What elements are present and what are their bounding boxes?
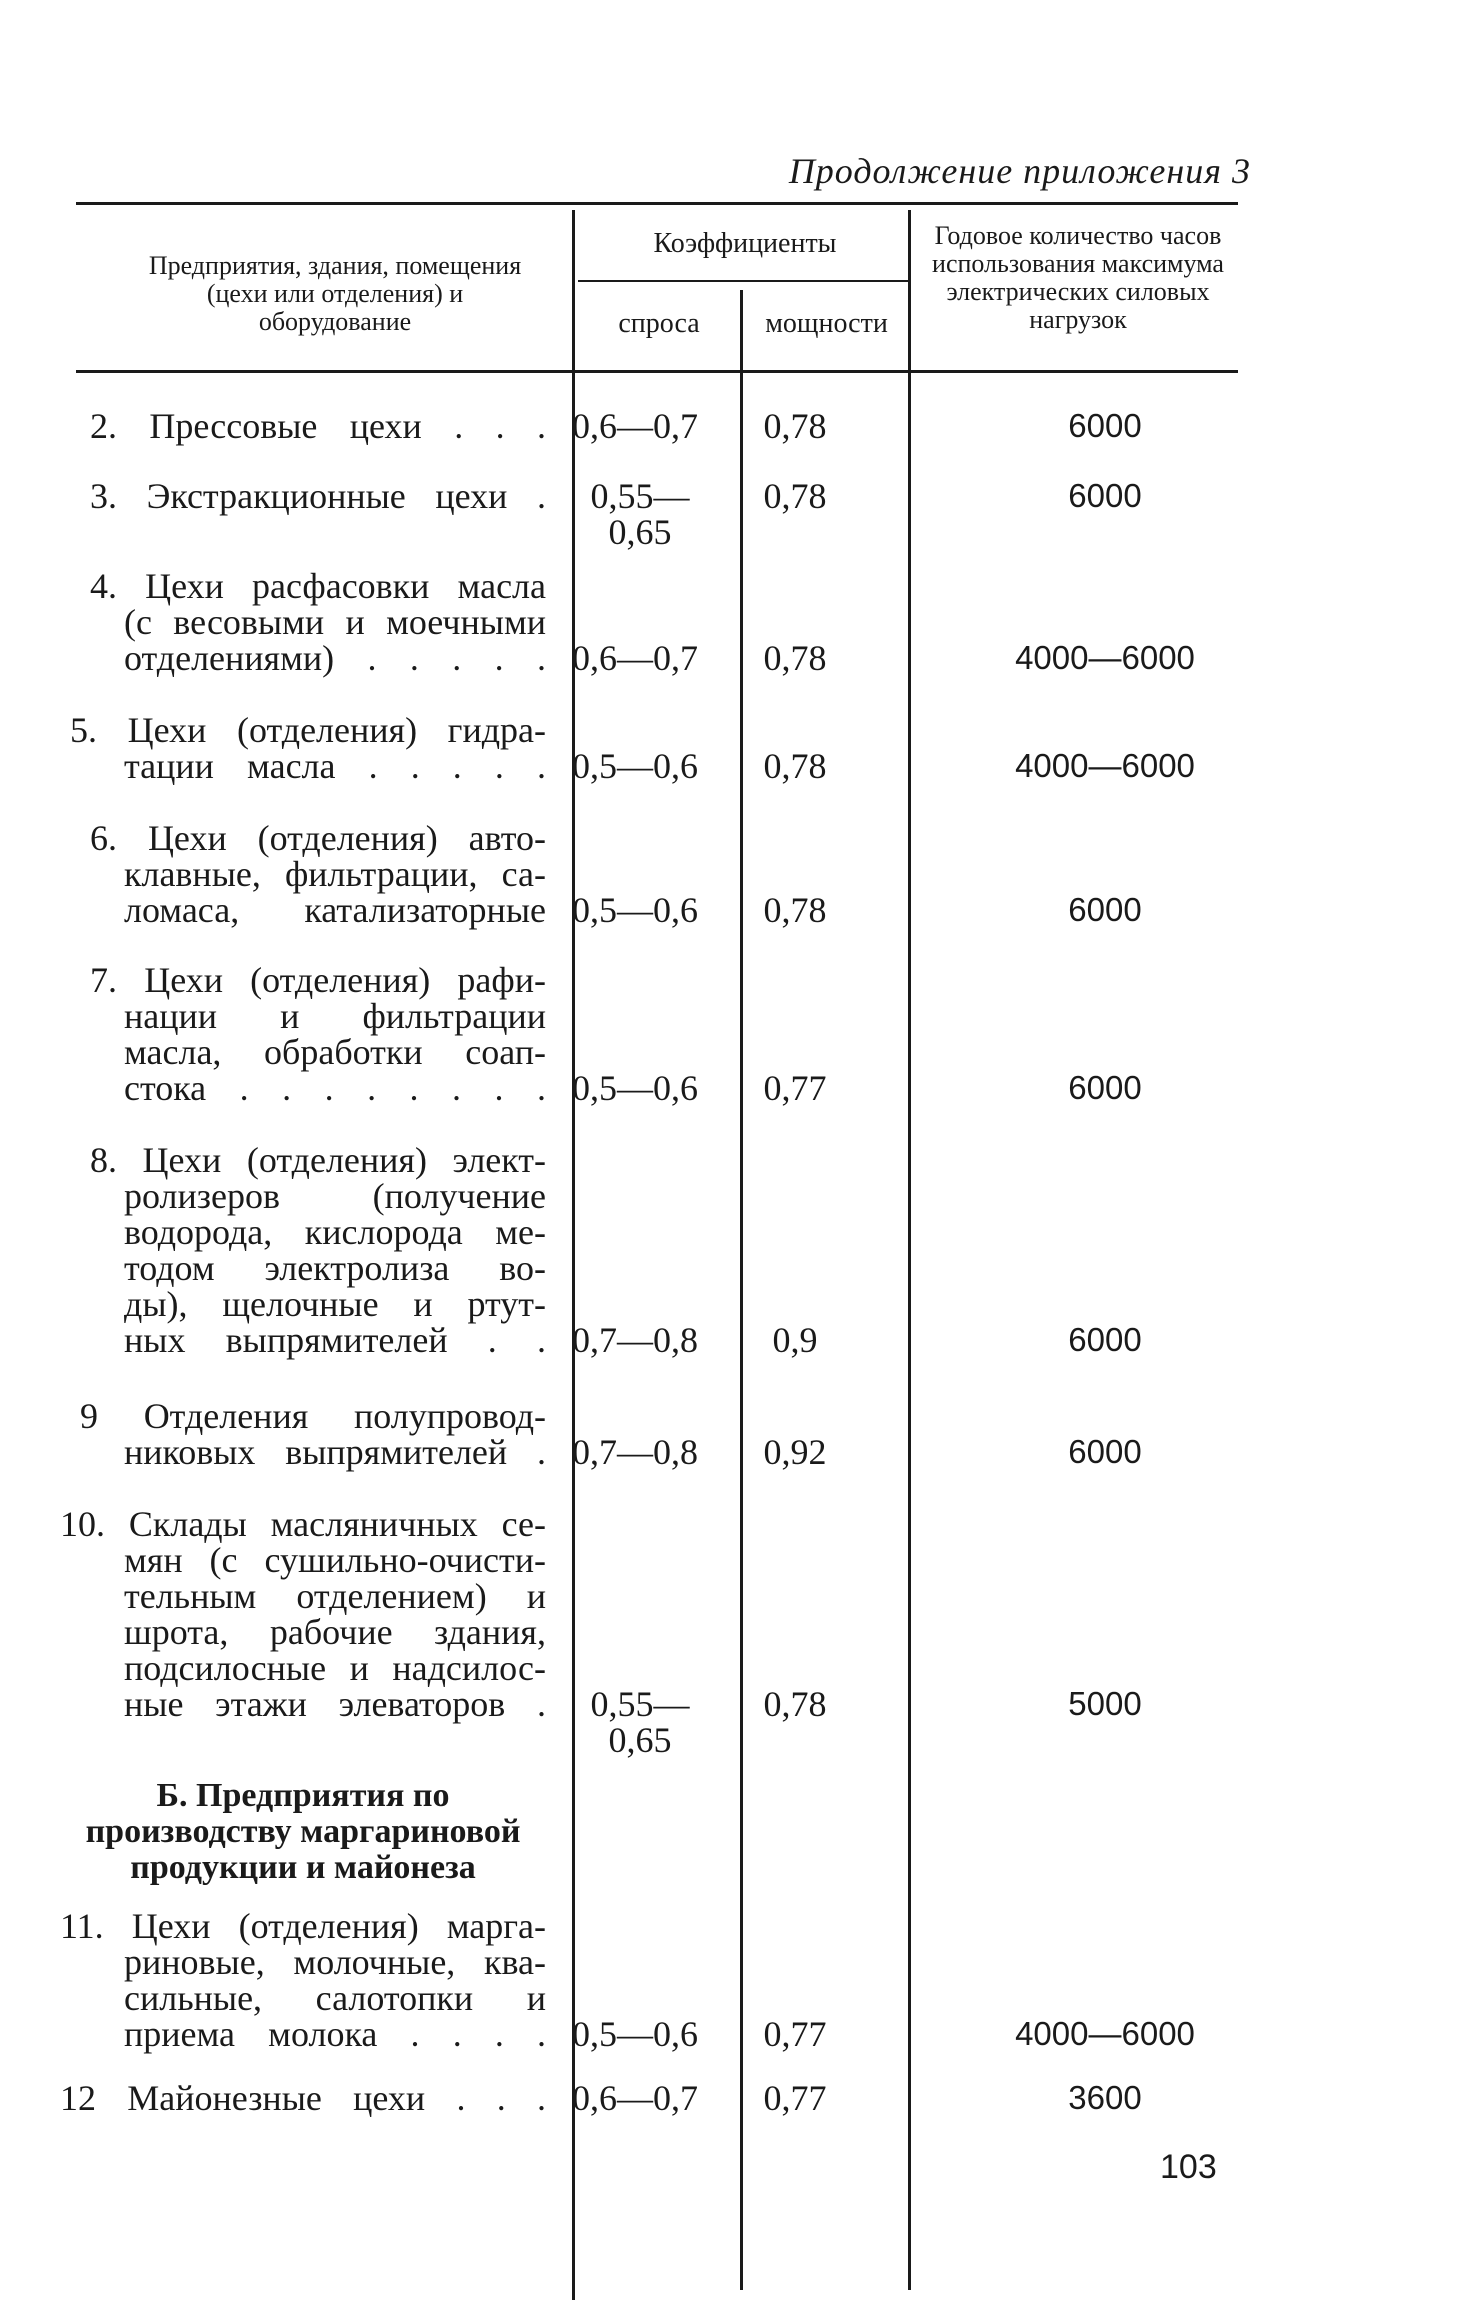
row-name-line: подсилосные и надсилос- (124, 1648, 546, 1688)
header-bottom-rule (76, 370, 1238, 373)
row-name-line: ролизеров (получение (124, 1176, 546, 1216)
row-name-line: мян (с сушильно-очисти- (124, 1540, 546, 1580)
row-name-line: 10. Склады масляничных се- (60, 1504, 546, 1544)
row-name (80, 1398, 546, 1470)
row-name-line: сильные, салотопки и (124, 1978, 546, 2018)
hours-value: 6000 (1068, 1433, 1142, 1470)
demand-value: 0,55—0,65 (590, 1684, 690, 1760)
power-value: 0,78 (763, 406, 827, 446)
row-name-line: клавные, фильтрации, са- (124, 854, 546, 894)
row-name (90, 568, 546, 676)
row-name-line: 7. Цехи (отделения) рафи- (90, 960, 546, 1000)
row-name-line: стока . . . . . . . . (124, 1068, 546, 1108)
power-value: 0,78 (763, 476, 827, 516)
row-name-line: водорода, кислорода ме- (124, 1212, 546, 1252)
row-name-line: 4. Цехи расфасовки масла (90, 566, 546, 606)
row-name (60, 1908, 546, 2052)
hours-value: 6000 (1068, 477, 1142, 514)
demand-value: 0,5—0,6 (572, 1068, 698, 1108)
row-name-line: приема молока . . . . (124, 2014, 546, 2054)
table-top-rule (76, 202, 1238, 205)
row-name (90, 478, 546, 514)
row-name-line: 8. Цехи (отделения) элект- (90, 1140, 546, 1180)
row-name-line: (с весовыми и моечными (124, 602, 546, 642)
hours-value: 4000—6000 (1015, 2015, 1195, 2052)
hours-value: 4000—6000 (1015, 747, 1195, 784)
section-heading: Б. Предприятия по производству маргариновой продукции и майонеза (85, 1777, 521, 1886)
demand-value: 0,6—0,7 (572, 2078, 698, 2118)
demand-value: 0,6—0,7 (572, 638, 698, 678)
demand-value: 0,7—0,8 (572, 1320, 698, 1360)
coef-subrule (578, 280, 908, 282)
row-name-line: ных выпрямителей . . (124, 1320, 546, 1360)
row-name-line: тодом электролиза во- (124, 1248, 546, 1288)
row-name-line: отделениями) . . . . . (124, 638, 546, 678)
row-name-line: 9 Отделения полупровод- (80, 1396, 546, 1436)
row-name-line: ные этажи элеваторов . (124, 1684, 546, 1724)
col-divider-1 (572, 210, 575, 2300)
col-divider-3 (908, 210, 911, 2290)
power-value: 0,78 (763, 890, 827, 930)
row-name-line: 12 Майонезные цехи . . . (60, 2078, 546, 2118)
page-number: 103 (1160, 2148, 1217, 2186)
header-power: мощности (765, 308, 888, 339)
hours-value: 4000—6000 (1015, 639, 1195, 676)
hours-value: 6000 (1068, 1069, 1142, 1106)
power-value: 0,78 (763, 638, 827, 678)
hours-value: 6000 (1068, 407, 1142, 444)
row-name (60, 2080, 546, 2116)
table-caption: Продолжение приложения 3 (788, 151, 1251, 191)
row-name (90, 408, 546, 444)
row-name (90, 820, 546, 928)
row-name-line: тельным отделением) и (124, 1576, 546, 1616)
hours-value: 5000 (1068, 1685, 1142, 1722)
power-value: 0,77 (763, 2014, 827, 2054)
row-name-line: 3. Экстракционные цехи . (90, 476, 546, 516)
row-name-line: риновые, молочные, ква- (124, 1942, 546, 1982)
demand-value: 0,5—0,6 (572, 746, 698, 786)
row-name-line: ломаса, катализаторные (124, 890, 546, 930)
power-value: 0,9 (772, 1320, 818, 1360)
row-name-line: ды), щелочные и ртут- (124, 1284, 546, 1324)
row-name-line: никовых выпрямителей . (124, 1432, 546, 1472)
demand-value: 0,6—0,7 (572, 406, 698, 446)
power-value: 0,78 (763, 1684, 827, 1724)
header-coef-group: Коэффициенты (653, 228, 837, 259)
row-name (90, 1142, 546, 1358)
row-name-line: 11. Цехи (отделения) марга- (60, 1906, 546, 1946)
row-name-line: 5. Цехи (отделения) гидра- (70, 710, 546, 750)
power-value: 0,77 (763, 1068, 827, 1108)
hours-value: 6000 (1068, 891, 1142, 928)
hours-value: 3600 (1068, 2079, 1142, 2116)
demand-value: 0,5—0,6 (572, 2014, 698, 2054)
header-demand: спроса (618, 308, 700, 339)
hours-value: 6000 (1068, 1321, 1142, 1358)
power-value: 0,78 (763, 746, 827, 786)
row-name-line: 6. Цехи (отделения) авто- (90, 818, 546, 858)
row-name-line: масла, обработки соап- (124, 1032, 546, 1072)
power-value: 0,92 (763, 1432, 827, 1472)
power-value: 0,77 (763, 2078, 827, 2118)
row-name (90, 962, 546, 1106)
col-divider-2 (740, 290, 743, 2290)
row-name-line: шрота, рабочие здания, (124, 1612, 546, 1652)
row-name-line: тации масла . . . . . (124, 746, 546, 786)
row-name (70, 712, 546, 784)
demand-value: 0,55—0,65 (590, 476, 690, 552)
row-name-line: нации и фильтрации (124, 996, 546, 1036)
row-name-line: 2. Прессовые цехи . . . (90, 406, 546, 446)
header-col1: Предприятия, здания, помещения (цехи или отделения) и оборудование (148, 251, 522, 336)
demand-value: 0,5—0,6 (572, 890, 698, 930)
header-hours: Годовое количество часов использования максимума электрических силовых нагрузок (932, 221, 1224, 334)
demand-value: 0,7—0,8 (572, 1432, 698, 1472)
row-name (60, 1506, 546, 1722)
